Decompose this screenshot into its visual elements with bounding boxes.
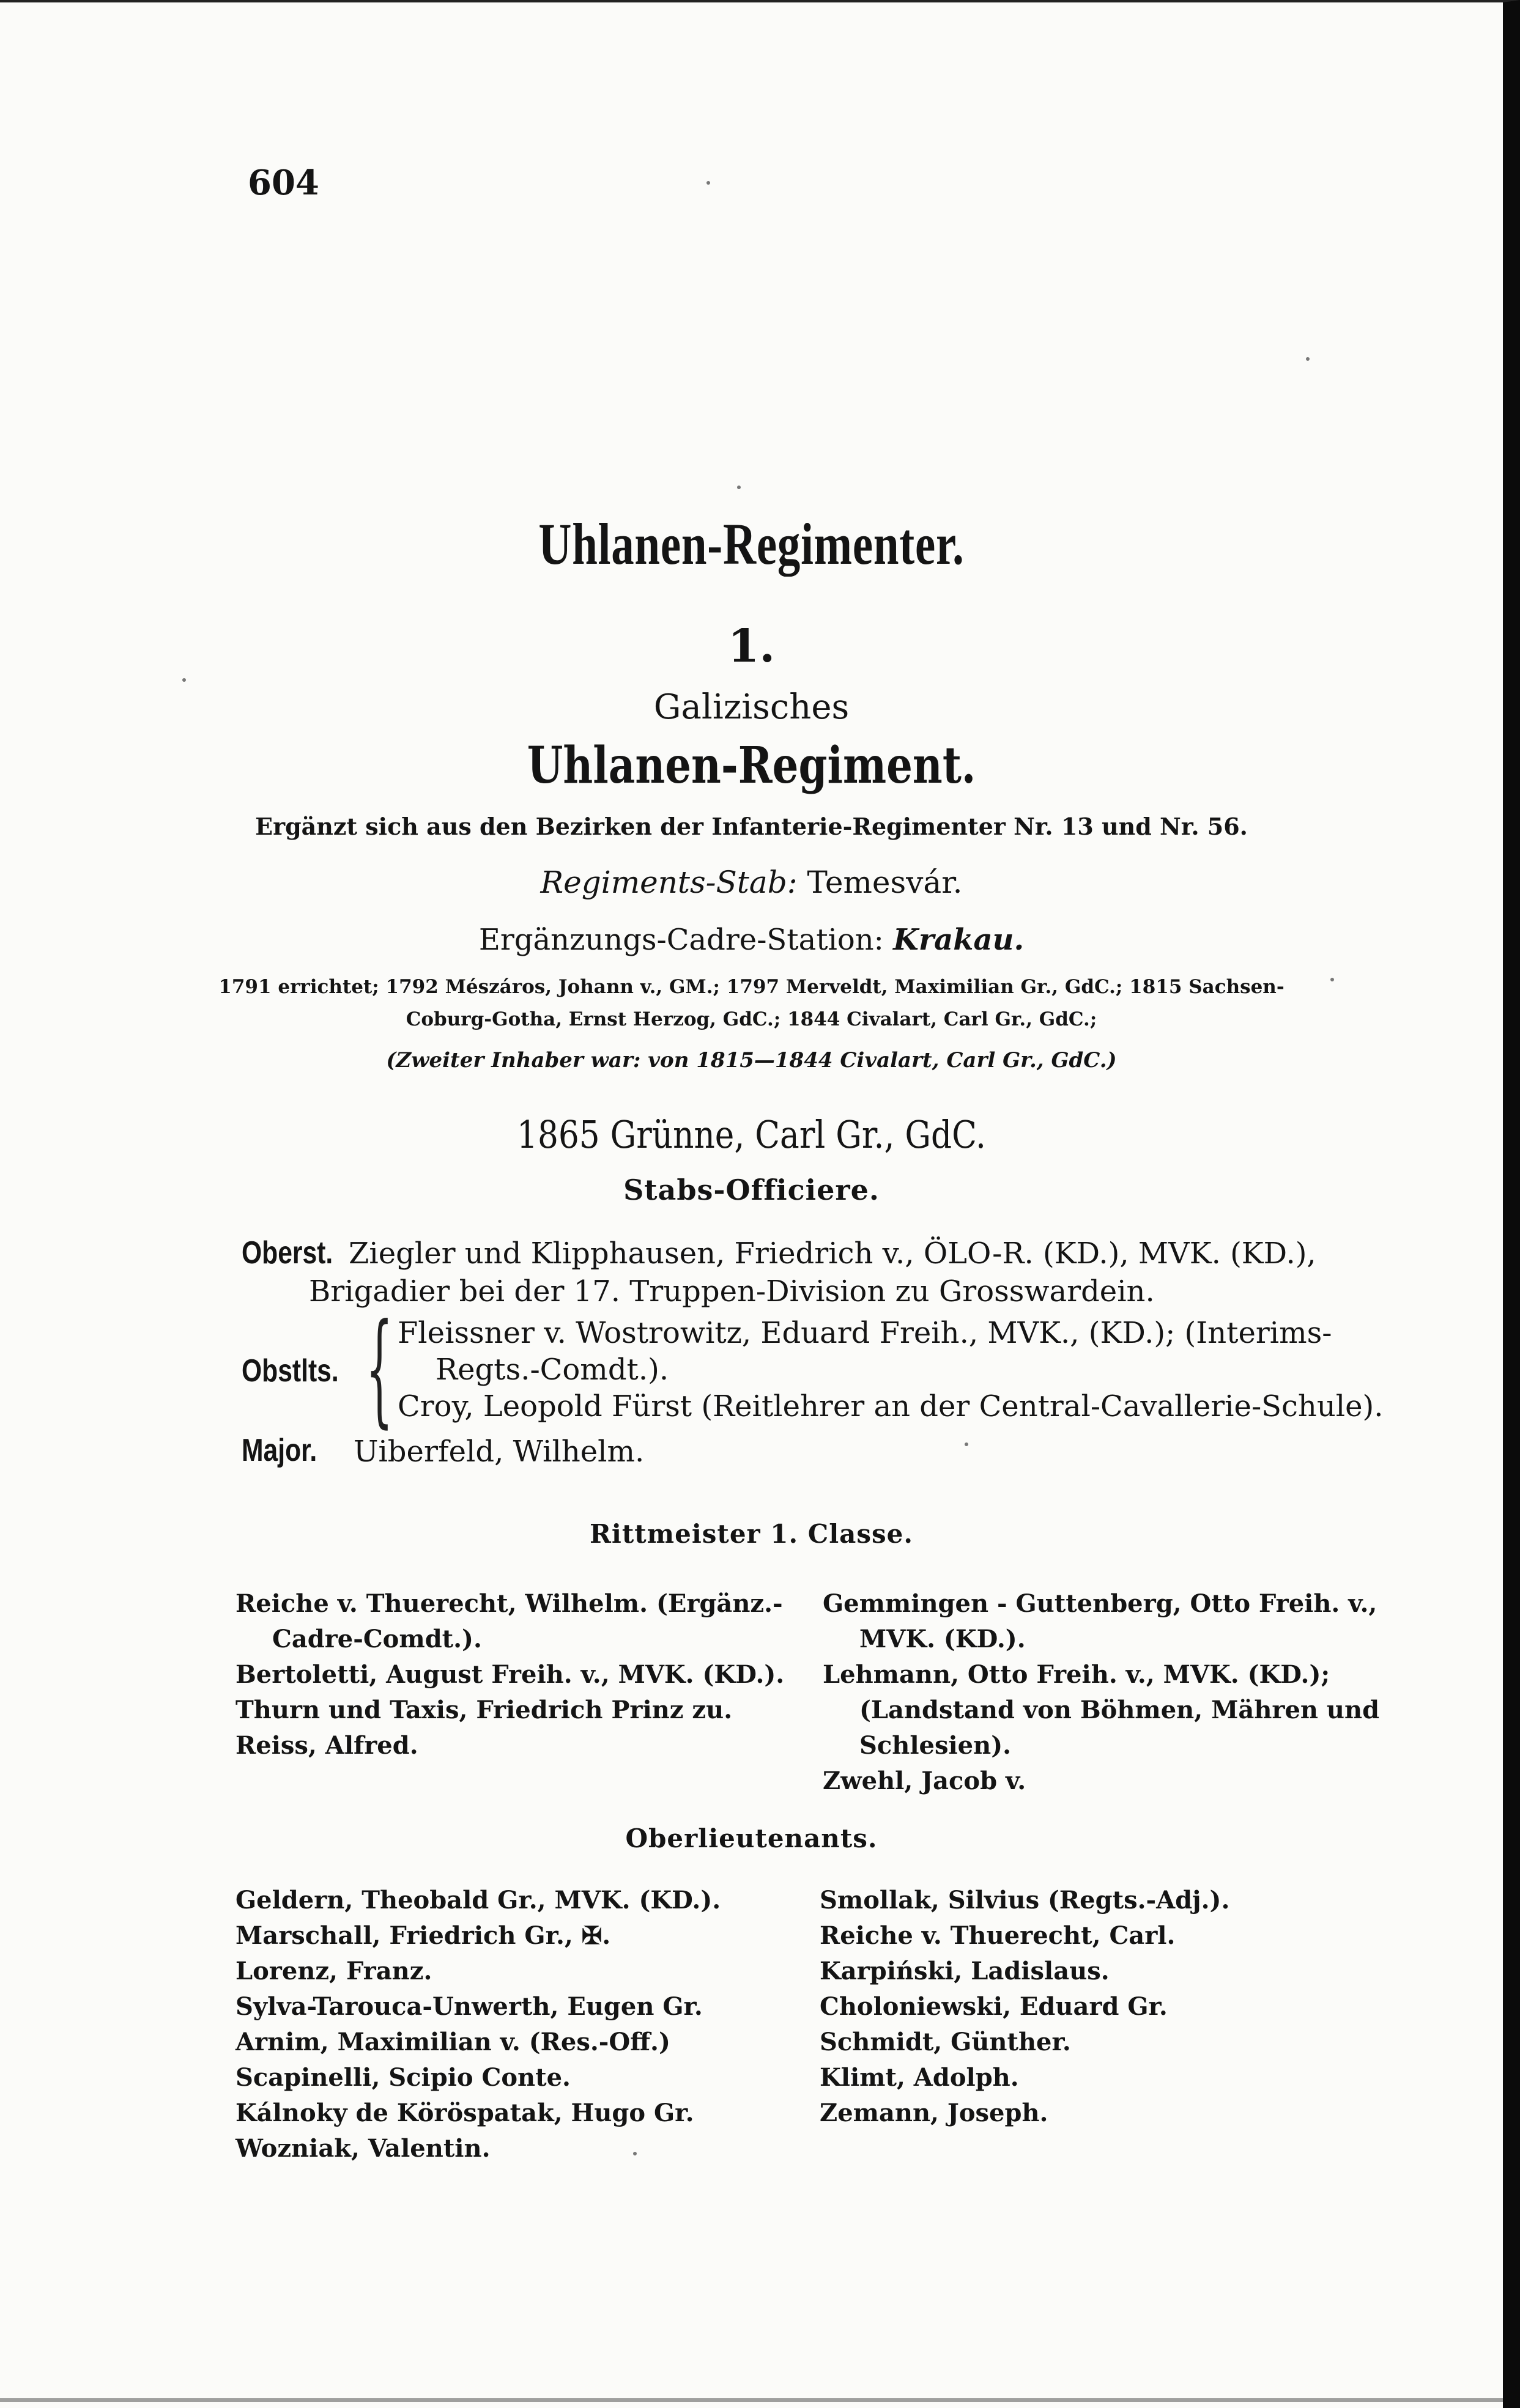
- list-item: Kálnoky de Köröspatak, Hugo Gr.: [235, 2099, 694, 2127]
- page-edge: [0, 2398, 1503, 2402]
- history-line-2: Coburg-Gotha, Ernst Herzog, GdC.; 1844 Civalart, Carl Gr., GdC.;: [406, 1008, 1097, 1030]
- rittmeister-right-column: [823, 1586, 1379, 1799]
- list-item: Smollak, Silvius (Regts.-Adj.).: [820, 1886, 1230, 1915]
- cadre-location: Krakau.: [893, 923, 1025, 957]
- obstlts-line-1: Fleissner v. Wostrowitz, Eduard Freih., MVK., (KD.); (Interims-: [398, 1316, 1332, 1350]
- regiment-region: Galizisches: [653, 687, 850, 727]
- oberst-line-1: Ziegler und Klipphausen, Friedrich v., ÖLO-R. (KD.), MVK. (KD.),: [349, 1236, 1316, 1271]
- obstlts-line-3: Croy, Leopold Fürst (Reitlehrer an der Central-Cavallerie-Schule).: [398, 1389, 1384, 1424]
- staff-label: Regiments-Stab:: [540, 865, 798, 900]
- history-line-1: 1791 errichtet; 1792 Mészáros, Johann v., GM.; 1797 Merveldt, Maximilian Gr., GdC.; 1815 Sachsen-: [218, 976, 1285, 998]
- list-item: Scapinelli, Scipio Conte.: [235, 2063, 571, 2092]
- list-item: Sylva-Tarouca-Unwerth, Eugen Gr.: [235, 1992, 703, 2021]
- list-item: Schlesien).: [859, 1731, 1012, 1760]
- list-item: Reiche v. Thuerecht, Carl.: [820, 1921, 1176, 1950]
- cadre-station-line: [0, 923, 1503, 957]
- list-item: (Landstand von Böhmen, Mähren und: [859, 1696, 1380, 1724]
- major-line-1: Uiberfeld, Wilhelm.: [354, 1435, 645, 1469]
- list-item: Zwehl, Jacob v.: [823, 1767, 1026, 1795]
- page-number: 604: [248, 163, 319, 203]
- oberlieutenants-heading: Oberlieutenants.: [625, 1823, 878, 1853]
- rittmeister-heading: Rittmeister 1. Classe.: [590, 1519, 913, 1549]
- list-item: Karpiński, Ladislaus.: [820, 1957, 1110, 1985]
- list-item: Gemmingen - Guttenberg, Otto Freih. v.,: [823, 1589, 1377, 1618]
- regiment-number: 1.: [727, 620, 776, 673]
- oberlieutenants-right-column: [820, 1883, 1229, 2131]
- oberlieutenants-left-column: [235, 1883, 721, 2166]
- rittmeister-left-column: [235, 1586, 784, 1764]
- rank-oberst: Oberst.: [242, 1235, 333, 1271]
- list-item: Lehmann, Otto Freih. v., MVK. (KD.);: [823, 1660, 1330, 1689]
- list-item: Arnim, Maximilian v. (Res.-Off.): [235, 2028, 670, 2056]
- list-item: Marschall, Friedrich Gr., ✠.: [235, 1921, 611, 1950]
- page-title: Uhlanen-Regimenter.: [538, 511, 965, 577]
- list-item: Thurn und Taxis, Friedrich Prinz zu.: [235, 1696, 733, 1724]
- list-item: Cadre-Comdt.).: [272, 1625, 482, 1653]
- list-item: Schmidt, Günther.: [820, 2028, 1071, 2056]
- obstlts-line-2: Regts.-Comdt.).: [436, 1353, 669, 1387]
- brace-symbol: {: [366, 1298, 393, 1440]
- list-item: MVK. (KD.).: [859, 1625, 1026, 1653]
- regiment-staff-line: [0, 865, 1503, 900]
- list-item: Wozniak, Valentin.: [235, 2134, 491, 2163]
- oberst-line-2: Brigadier bei der 17. Truppen-Division zu Grosswardein.: [309, 1274, 1155, 1309]
- list-item: Lorenz, Franz.: [235, 1957, 432, 1985]
- list-item: Bertoletti, August Freih. v., MVK. (KD.).: [235, 1660, 785, 1689]
- recruitment-line: Ergänzt sich aus den Bezirken der Infanterie-Regimenter Nr. 13 und Nr. 56.: [255, 813, 1248, 840]
- list-item: Klimt, Adolph.: [820, 2063, 1019, 2092]
- list-item: Zemann, Joseph.: [820, 2099, 1048, 2127]
- rank-major: Major.: [242, 1433, 317, 1468]
- list-item: Geldern, Theobald Gr., MVK. (KD.).: [235, 1886, 721, 1915]
- current-owner: 1865 Grünne, Carl Gr., GdC.: [517, 1112, 986, 1157]
- cadre-label: Ergänzungs-Cadre-Station:: [478, 923, 884, 957]
- staff-location: Temesvár.: [807, 865, 963, 900]
- second-owner-note: (Zweiter Inhaber war: von 1815—1844 Civalart, Carl Gr., GdC.): [386, 1048, 1117, 1073]
- list-item: Reiche v. Thuerecht, Wilhelm. (Ergänz.-: [235, 1589, 783, 1618]
- staff-officers-heading: Stabs-Officiere.: [623, 1173, 880, 1206]
- list-item: Reiss, Alfred.: [235, 1731, 418, 1760]
- rank-obstlts: Obstlts.: [242, 1353, 339, 1389]
- list-item: Choloniewski, Eduard Gr.: [820, 1992, 1168, 2021]
- regiment-name: Uhlanen-Regiment.: [527, 736, 976, 795]
